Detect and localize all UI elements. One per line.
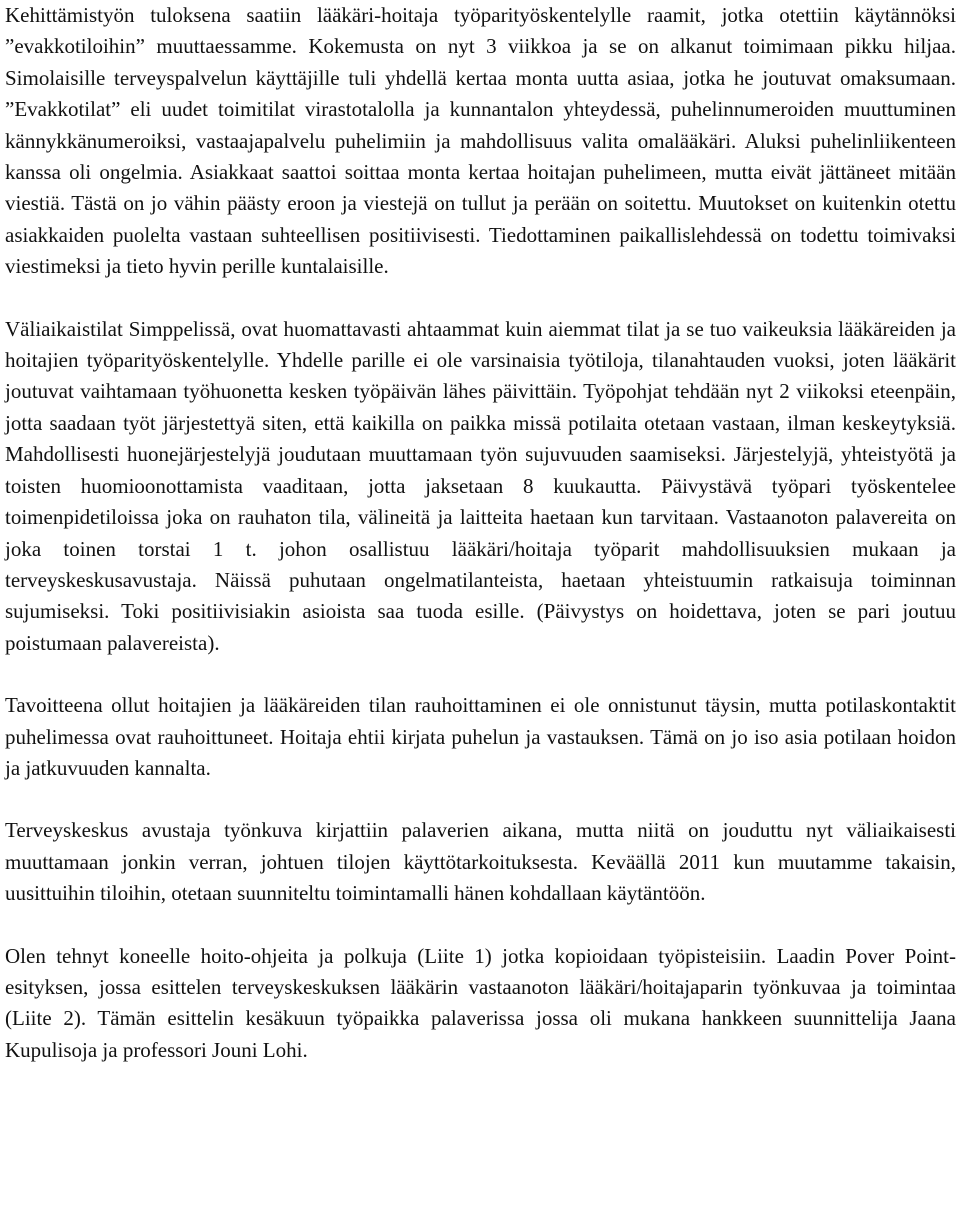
paragraph-valiaikaistilat: Väliaikaistilat Simppelissä, ovat huomattavasti ahtaammat kuin aiemmat tilat ja se tuo vaikeuksia lääkäreiden ja hoitajien työparityöskentelylle. Yhdelle parille ei ole varsinaisia työtiloja, tilanahtauden vuoksi, joten lääkärit joutuvat vaihtamaan työhuonetta kesken työpäivän lähes päivittäin. Työpohjat tehdään nyt 2 viikoksi eteenpäin, jotta saadaan työt järjestettyä siten, että kaikilla on paikka missä potilaita otetaan vastaan, ilman keskeytyksiä. Mahdollisesti huonejärjestelyjä joudutaan muuttamaan työn sujuvuuden saamiseksi. Järjestelyjä, yhteistyötä ja toisten huomioonottamista vaaditaan, jotta jaksetaan 8 kuukautta. Päivystävä työpari työskentelee toimenpidetiloissa joka on rauhaton tila, välineitä ja laitteita haetaan kun tarvitaan. Vastaanoton palavereita on joka toinen torstai 1 t. johon osallistuu lääkäri/hoitaja työparit mahdollisuuksien mukaan ja terveyskeskusavustaja. Näissä puhutaan ongelmatilanteista, haetaan yhteistuumin ratkaisuja toiminnan sujumiseksi. Toki positiivisiakin asioista saa tuoda esille. (Päivystys on hoidettava, joten se pari joutuu poistumaan palavereista).	[5, 316, 956, 655]
paragraph-hoito-ohjeet: Olen tehnyt koneelle hoito-ohjeita ja polkuja (Liite 1) jotka kopioidaan työpisteisiin. Laadin Pover Point- esityksen, jossa esittelen terveyskeskuksen lääkärin vastaanoton lääkäri/hoitajaparin työnkuvaa ja toimintaa (Liite 2). Tämän esittelin kesäkuun työpaikka palaverissa jossa oli mukana hankkeen suunnittelija Jaana Kupulisoja ja professori Jouni Lohi.	[5, 943, 956, 1062]
paragraph-evakkotilat: Kehittämistyön tuloksena saatiin lääkäri-hoitaja työparityöskentelylle raamit, jotka otettiin käytännöksi ”evakkotiloihin” muuttaessamme. Kokemusta on nyt 3 viikkoa ja se on alkanut toimimaan pikku hiljaa. Simolaisille terveyspalvelun käyttäjille tuli yhdellä kertaa monta uutta asiaa, jotka he joutuvat omaksumaan. ”Evakkotilat” eli uudet toimitilat virastotalolla ja kunnantalon yhteydessä, puhelinnumeroiden muuttuminen kännykkänumeroiksi, vastaajapalvelu puhelimiin ja mahdollisuus valita omalääkäri. Aluksi puhelinliikenteen kanssa oli ongelmia. Asiakkaat saattoi soittaa monta kertaa hoitajan puhelimeen, mutta eivät jättäneet mitään viestiä. Tästä on jo vähin päästy eroon ja viestejä on tullut ja perään on soitettu. Muutokset on kuitenkin otettu asiakkaiden puolelta vastaan suhteellisen positiivisesti. Tiedottaminen paikallislehdessä on todettu toimivaksi viestimeksi ja tieto hyvin perille kuntalaisille.	[5, 3, 956, 279]
paragraph-terveyskeskus-avustaja: Terveyskeskus avustaja työnkuva kirjattiin palaverien aikana, mutta niitä on jouduttu nyt väliaikaisesti muuttamaan jonkin verran, johtuen tilojen käyttötarkoituksesta. Keväällä 2011 kun muutamme takaisin, uusittuihin tiloihin, otetaan suunniteltu toimintamalli hänen kohdallaan käytäntöön.	[5, 818, 956, 906]
paragraph-tavoitteena: Tavoitteena ollut hoitajien ja lääkäreiden tilan rauhoittaminen ei ole onnistunut täysin, mutta potilaskontaktit puhelimessa ovat rauhoittuneet. Hoitaja ehtii kirjata puhelun ja vastauksen. Tämä on jo iso asia potilaan hoidon ja jatkuvuuden kannalta.	[5, 693, 956, 780]
